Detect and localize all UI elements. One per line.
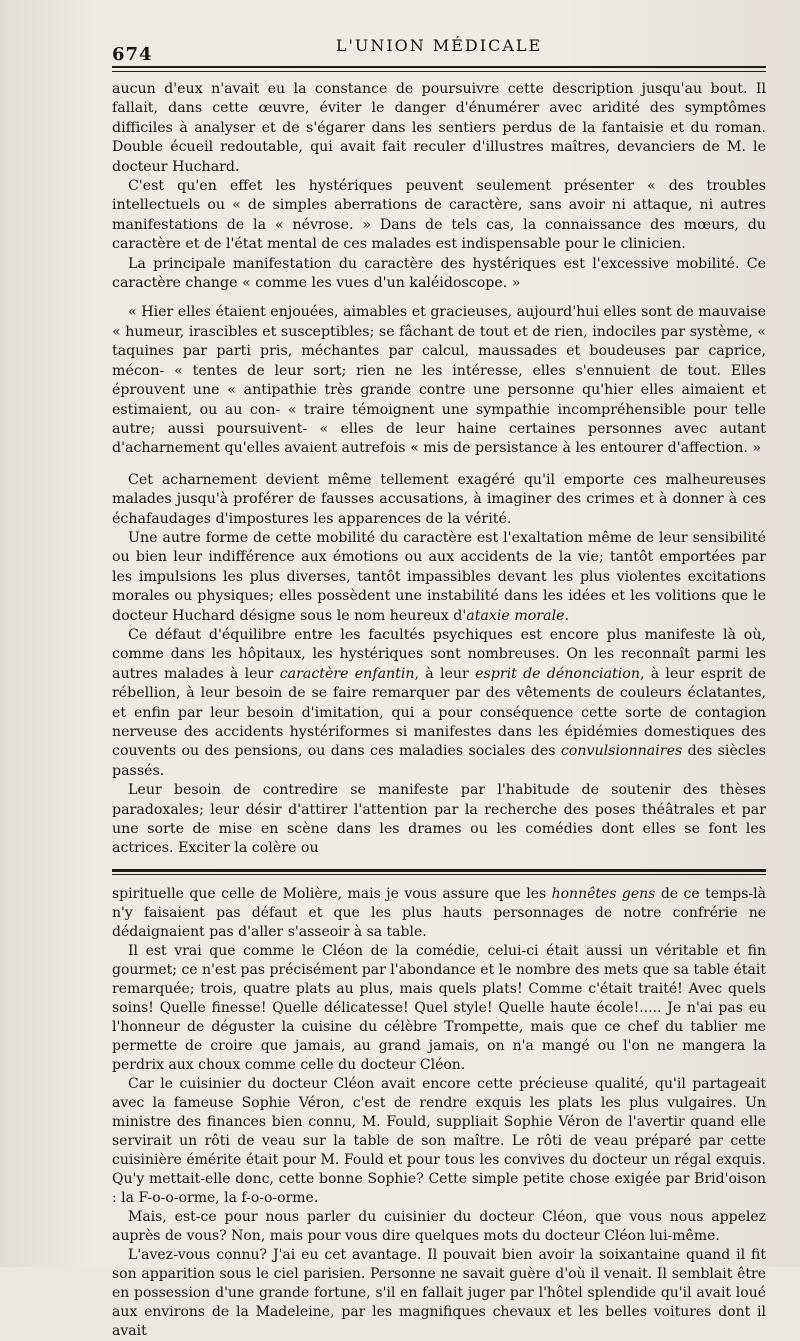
paragraph: C'est qu'en effet les hystériques peuvent seulement présenter « des troubles intellectuels ou « de simples aberrations de caractère, sans avoir ni attaque, ni autres manifestations de la « névrose. » Dans de tels cas, la connaissance des mœurs, du caractère et de l'état mental de ces malades est indispensable pour le clinicien. [112,178,766,253]
paragraph [112,626,766,781]
italic-term: convulsionnaires [560,743,683,760]
header-rule [112,71,766,72]
quote-text: « Hier elles étaient enjouées, aimables et gracieuses, aujourd'hui elles sont de mauvaise « humeur, irascibles et susceptibles; se fâchant de tout et de rien, indociles par système, « taquines par parti pris, méchantes par calcul, maussades et boudeuses par caprice, mécon- « tentes de leur sort; rien ne les intéresse, elles s'ennuient de tout. Elles éprouvent une « antipathie très grande contre une personne qu'hier elles aimaient et estimaient, ou au con- « traire témoignent une sympathie incompréhensible pour telle autre; aussi poursuivent- « elles de leur haine certaines personnes avec autant d'acharnement qu'elles avaient autrefois « mis de persistance à les entourer d'affection. » [112,304,766,457]
feuilleton-divider [112,869,766,875]
page-header [112,36,766,68]
text-run: Une autre forme de cette mobilité du caractère est l'exaltation même de leur sensibilité ou bien leur indifférence aux émotions ou aux accidents de la vie; tantôt emportées par les impulsions les plus diverses, tantôt impassibles devant les plus violentes excitations morales ou physiques; elles possèdent une instabilité dans les idées et les volitions que le docteur Huchard désigne sous le nom heureux d' [112,529,766,624]
paragraph: aucun d'eux n'avait eu la constance de poursuivre cette description jusqu'au bout. Il fallait, dans cette œuvre, éviter le danger d'énumérer avec aridité des symptômes difficiles à analyser et de s'égarer dans les sentiers perdus de la fantaisie et du roman. Double écueil redoutable, qui avait fait reculer d'illustres maîtres, devanciers de M. le docteur Huchard. [112,81,766,175]
running-title: L'UNION MÉDICALE [335,36,543,55]
text-run: spirituelle que celle de Molière, mais je vous assure que les [112,885,552,902]
text-run: des siècles passés. [112,743,767,779]
text-run: de ce temps-là n'y faisaient pas défaut et que les plus hauts personnages de notre confrérie ne dédaignaient pas d'aller s'asseoir à sa table. [112,885,766,940]
paragraph: Car le cuisinier du docteur Cléon avait encore cette précieuse qualité, qu'il partageait avec la fameuse Sophie Véron, c'est de rendre exquis les plats les plus vulgaires. Un ministre des finances bien connu, M. Fould, suppliait Sophie Véron de l'avertir quand elle servirait un rôti de veau sur la table de son maître. Le rôti de veau préparé par cette cuisinière émérite était pour M. Fould et pour tous les convives du docteur un régal exquis. Qu'y mettait-elle donc, cette bonne Sophie? Cette simple petite chose exigée par Brid'oison : la F-o-o-orme, la f-o-o-orme. [112,1075,766,1206]
paragraph: Leur besoin de contredire se manifeste par l'habitude de soutenir des thèses paradoxales; leur désir d'attirer l'attention par la recherche des poses théâtrales et par une sorte de mise en scène dans les drames ou les comédies dont elles se font les actrices. Exciter la colère ou [112,782,766,857]
text-run: , à leur [414,665,476,682]
paragraph: Mais, est-ce pour nous parler du cuisinier du docteur Cléon, que vous nous appelez auprès de vous? Non, mais pour vous dire quelques mots du docteur Cléon lui-même. [112,1208,766,1244]
text-run: Ce défaut d'équilibre entre les facultés psychiques est encore plus manifeste là où, comme dans les hôpitaux, les hystériques sont nombreuses. On les reconnaît parmi les autres malades à leur [112,626,766,682]
italic-term: caractère enfantin [279,665,415,682]
page-number: 674 [112,44,153,65]
paragraph: L'avez-vous connu? J'ai eu cet avantage. Il pouvait bien avoir la soixantaine quand il fit son apparition sous le ciel parisien. Personne ne savait guère d'où il venait. Il semblait être en possession d'une grande fortune, s'il en fallait juger par l'hôtel splendide qu'il avait loué aux environs de la Madeleine, par les magnifiques chevaux et les belles voitures dont il avait [112,1246,766,1339]
text-run: , à leur esprit de rébellion, à leur besoin de se faire remarquer par des vêtements de couleurs éclatantes, et enfin par leur besoin d'imitation, qui a pour conséquence cette sorte de contagion nerveuse des accidents hystériformes si manifestes dans les épidémies domestiques des couvents ou des pensions, ou dans ces maladies sociales des [112,665,766,760]
paragraph: Cet acharnement devient même tellement exagéré qu'il emporte ces malheureuses malades jusqu'à proférer de fausses accusations, à imaginer des crimes et à donner à ces échafaudages d'impostures les apparences de la vérité. [112,471,766,527]
main-article [112,80,766,859]
italic-term: ataxie morale. [466,607,570,624]
paragraph: La principale manifestation du caractère des hystériques est l'excessive mobilité. Ce caractère change « comme les vues d'un kaléidoscope. » [112,255,766,292]
paragraph [112,529,766,626]
block-quote [112,303,766,458]
italic-term: esprit de dénonciation [475,665,640,682]
feuilleton-section [112,885,766,1341]
paragraph [112,885,766,942]
italic-term: honnêtes gens [551,885,656,902]
paragraph: Il est vrai que comme le Cléon de la comédie, celui-ci était aussi un véritable et fin gourmet; ce n'est pas précisément par l'abondance et le nombre des mets que sa table était remarquée; trois, quatre plats au plus, mais quels plats! Comme c'était traité! Avec quels soins! Quelle finesse! Quelle délicatesse! Quel style! Quelle haute école!..... Je n'ai pas eu l'honneur de déguster la cuisine du célèbre Trompette, mais que ce chef du tablier me permette de croire que jamais, au grand jamais, on n'a mangé ou l'on ne mangera la perdrix aux choux comme celle du docteur Cléon. [112,942,766,1073]
